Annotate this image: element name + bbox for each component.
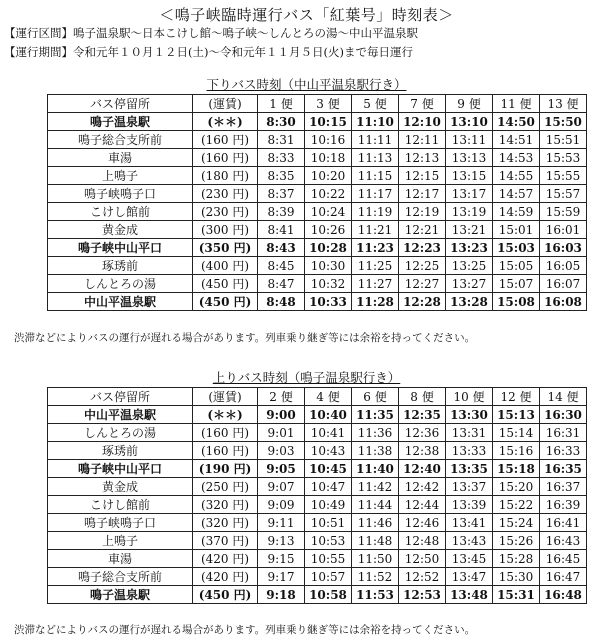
time-cell: 14:57 xyxy=(493,185,540,203)
time-cell: 16:41 xyxy=(540,514,587,532)
time-cell: 9:18 xyxy=(258,586,305,604)
time-cell: 14:50 xyxy=(493,113,540,131)
time-cell: 15:20 xyxy=(493,478,540,496)
time-cell: 10:47 xyxy=(305,478,352,496)
fare-cell: (160 円) xyxy=(193,131,258,149)
down-header-cell: 9 便 xyxy=(446,95,493,113)
time-cell: 10:18 xyxy=(305,149,352,167)
stop-name: 車湯 xyxy=(48,149,193,167)
time-cell: 13:27 xyxy=(446,275,493,293)
fare-cell: (300 円) xyxy=(193,221,258,239)
time-cell: 10:26 xyxy=(305,221,352,239)
time-cell: 12:23 xyxy=(399,239,446,257)
time-cell: 8:48 xyxy=(258,293,305,311)
time-cell: 14:59 xyxy=(493,203,540,221)
time-cell: 13:23 xyxy=(446,239,493,257)
time-cell: 12:11 xyxy=(399,131,446,149)
fare-cell: (160 円) xyxy=(193,149,258,167)
time-cell: 14:53 xyxy=(493,149,540,167)
time-cell: 12:52 xyxy=(399,568,446,586)
time-cell: 16:07 xyxy=(540,275,587,293)
down-section-title: 下りバス時刻（中山平温泉駅行き） xyxy=(206,77,407,92)
time-cell: 9:15 xyxy=(258,550,305,568)
time-cell: 13:35 xyxy=(446,460,493,478)
time-cell: 12:50 xyxy=(399,550,446,568)
time-cell: 10:24 xyxy=(305,203,352,221)
time-cell: 11:28 xyxy=(352,293,399,311)
time-cell: 11:52 xyxy=(352,568,399,586)
time-cell: 16:43 xyxy=(540,532,587,550)
fare-cell: (＊＊) xyxy=(193,406,258,424)
time-cell: 12:42 xyxy=(399,478,446,496)
time-cell: 10:20 xyxy=(305,167,352,185)
stop-name: 鳴子温泉駅 xyxy=(48,586,193,604)
time-cell: 12:35 xyxy=(399,406,446,424)
time-cell: 11:10 xyxy=(352,113,399,131)
fare-cell: (320 円) xyxy=(193,514,258,532)
time-cell: 10:40 xyxy=(305,406,352,424)
time-cell: 16:35 xyxy=(540,460,587,478)
time-cell: 11:44 xyxy=(352,496,399,514)
time-cell: 11:46 xyxy=(352,514,399,532)
table-row xyxy=(48,586,587,604)
up-header-row xyxy=(48,388,587,406)
fare-cell: (250 円) xyxy=(193,478,258,496)
time-cell: 9:00 xyxy=(258,406,305,424)
time-cell: 12:15 xyxy=(399,167,446,185)
time-cell: 16:48 xyxy=(540,586,587,604)
time-cell: 12:21 xyxy=(399,221,446,239)
fare-cell: (350 円) xyxy=(193,239,258,257)
time-cell: 15:14 xyxy=(493,424,540,442)
time-cell: 10:30 xyxy=(305,257,352,275)
stop-name: こけし館前 xyxy=(48,203,193,221)
table-row xyxy=(48,478,587,496)
time-cell: 16:30 xyxy=(540,406,587,424)
time-cell: 15:53 xyxy=(540,149,587,167)
down-note: 渋滞などによりバスの運行が遅れる場合があります。列車乗り継ぎ等には余裕を持ってください。 xyxy=(14,332,476,344)
time-cell: 8:33 xyxy=(258,149,305,167)
time-cell: 16:01 xyxy=(540,221,587,239)
fare-cell: (450 円) xyxy=(193,586,258,604)
stop-name: こけし館前 xyxy=(48,496,193,514)
time-cell: 12:38 xyxy=(399,442,446,460)
time-cell: 15:07 xyxy=(493,275,540,293)
down-header-cell: 13 便 xyxy=(540,95,587,113)
page-title: ＜鳴子峡臨時運行バス「紅葉号」時刻表＞ xyxy=(159,6,454,24)
stop-name: 鳴子総合支所前 xyxy=(48,131,193,149)
time-cell: 10:53 xyxy=(305,532,352,550)
time-cell: 16:31 xyxy=(540,424,587,442)
time-cell: 13:11 xyxy=(446,131,493,149)
time-cell: 12:27 xyxy=(399,275,446,293)
fare-cell: (400 円) xyxy=(193,257,258,275)
table-row xyxy=(48,568,587,586)
time-cell: 10:57 xyxy=(305,568,352,586)
table-row xyxy=(48,460,587,478)
time-cell: 8:45 xyxy=(258,257,305,275)
table-row xyxy=(48,257,587,275)
time-cell: 15:22 xyxy=(493,496,540,514)
time-cell: 10:22 xyxy=(305,185,352,203)
time-cell: 11:25 xyxy=(352,257,399,275)
stop-name: しんとろの湯 xyxy=(48,424,193,442)
table-row xyxy=(48,442,587,460)
fare-cell: (230 円) xyxy=(193,185,258,203)
time-cell: 15:03 xyxy=(493,239,540,257)
fare-cell: (370 円) xyxy=(193,532,258,550)
time-cell: 9:11 xyxy=(258,514,305,532)
time-cell: 13:43 xyxy=(446,532,493,550)
time-cell: 10:55 xyxy=(305,550,352,568)
time-cell: 16:05 xyxy=(540,257,587,275)
time-cell: 9:13 xyxy=(258,532,305,550)
time-cell: 9:09 xyxy=(258,496,305,514)
time-cell: 13:33 xyxy=(446,442,493,460)
time-cell: 8:47 xyxy=(258,275,305,293)
table-row xyxy=(48,239,587,257)
time-cell: 15:51 xyxy=(540,131,587,149)
time-cell: 15:24 xyxy=(493,514,540,532)
fare-cell: (160 円) xyxy=(193,424,258,442)
time-cell: 13:30 xyxy=(446,406,493,424)
down-timetable xyxy=(47,94,587,311)
time-cell: 11:35 xyxy=(352,406,399,424)
time-cell: 12:36 xyxy=(399,424,446,442)
up-header-cell: 6 便 xyxy=(352,388,399,406)
stop-name: 鳴子峡鳴子口 xyxy=(48,514,193,532)
fare-cell: (180 円) xyxy=(193,167,258,185)
time-cell: 12:44 xyxy=(399,496,446,514)
table-row xyxy=(48,532,587,550)
time-cell: 8:31 xyxy=(258,131,305,149)
time-cell: 10:45 xyxy=(305,460,352,478)
stop-name: 鳴子温泉駅 xyxy=(48,113,193,131)
stop-name: 中山平温泉駅 xyxy=(48,293,193,311)
time-cell: 15:28 xyxy=(493,550,540,568)
time-cell: 12:25 xyxy=(399,257,446,275)
time-cell: 15:57 xyxy=(540,185,587,203)
time-cell: 13:45 xyxy=(446,550,493,568)
time-cell: 12:28 xyxy=(399,293,446,311)
fare-cell: (320 円) xyxy=(193,496,258,514)
time-cell: 11:23 xyxy=(352,239,399,257)
route-label: 【運行区間】 xyxy=(4,26,73,40)
period-label: 【運行期間】 xyxy=(4,45,73,59)
time-cell: 12:53 xyxy=(399,586,446,604)
time-cell: 9:07 xyxy=(258,478,305,496)
time-cell: 16:08 xyxy=(540,293,587,311)
time-cell: 9:05 xyxy=(258,460,305,478)
time-cell: 15:13 xyxy=(493,406,540,424)
fare-cell: (420 円) xyxy=(193,568,258,586)
time-cell: 12:17 xyxy=(399,185,446,203)
table-row xyxy=(48,406,587,424)
fare-cell: (230 円) xyxy=(193,203,258,221)
stop-name: 鳴子峡中山平口 xyxy=(48,460,193,478)
time-cell: 13:28 xyxy=(446,293,493,311)
fare-cell: (190 円) xyxy=(193,460,258,478)
time-cell: 8:43 xyxy=(258,239,305,257)
table-row xyxy=(48,167,587,185)
time-cell: 11:50 xyxy=(352,550,399,568)
up-header-cell: 8 便 xyxy=(399,388,446,406)
time-cell: 13:21 xyxy=(446,221,493,239)
period-text: 令和元年１０月１２日(土)〜令和元年１１月５日(火)まで毎日運行 xyxy=(73,45,413,59)
stop-name: 上鳴子 xyxy=(48,532,193,550)
stop-name: 鳴子峡鳴子口 xyxy=(48,185,193,203)
time-cell: 15:30 xyxy=(493,568,540,586)
time-cell: 13:31 xyxy=(446,424,493,442)
stop-name: 琢琇前 xyxy=(48,442,193,460)
fare-cell: (160 円) xyxy=(193,442,258,460)
stop-name: 黄金成 xyxy=(48,478,193,496)
route-info xyxy=(4,25,418,41)
time-cell: 9:03 xyxy=(258,442,305,460)
time-cell: 13:25 xyxy=(446,257,493,275)
time-cell: 15:59 xyxy=(540,203,587,221)
time-cell: 16:37 xyxy=(540,478,587,496)
down-header-cell: 3 便 xyxy=(305,95,352,113)
time-cell: 9:01 xyxy=(258,424,305,442)
time-cell: 12:19 xyxy=(399,203,446,221)
up-header-cell: 2 便 xyxy=(258,388,305,406)
stop-name: 鳴子峡中山平口 xyxy=(48,239,193,257)
time-cell: 12:10 xyxy=(399,113,446,131)
time-cell: 10:41 xyxy=(305,424,352,442)
time-cell: 11:21 xyxy=(352,221,399,239)
time-cell: 11:27 xyxy=(352,275,399,293)
time-cell: 11:13 xyxy=(352,149,399,167)
down-header-cell: 7 便 xyxy=(399,95,446,113)
time-cell: 11:42 xyxy=(352,478,399,496)
time-cell: 8:30 xyxy=(258,113,305,131)
stop-name: 鳴子総合支所前 xyxy=(48,568,193,586)
route-text: 鳴子温泉駅〜日本こけし館〜鳴子峡〜しんとろの湯〜中山平温泉駅 xyxy=(73,26,418,40)
up-header-cell: 10 便 xyxy=(446,388,493,406)
table-row xyxy=(48,149,587,167)
time-cell: 15:05 xyxy=(493,257,540,275)
up-header-cell: 14 便 xyxy=(540,388,587,406)
time-cell: 10:16 xyxy=(305,131,352,149)
down-header-cell: 11 便 xyxy=(493,95,540,113)
time-cell: 12:40 xyxy=(399,460,446,478)
table-row xyxy=(48,203,587,221)
table-row xyxy=(48,550,587,568)
time-cell: 11:48 xyxy=(352,532,399,550)
time-cell: 10:58 xyxy=(305,586,352,604)
stop-name: しんとろの湯 xyxy=(48,275,193,293)
time-cell: 15:16 xyxy=(493,442,540,460)
period-info xyxy=(4,44,413,60)
stop-name: 黄金成 xyxy=(48,221,193,239)
time-cell: 11:17 xyxy=(352,185,399,203)
time-cell: 10:51 xyxy=(305,514,352,532)
time-cell: 16:33 xyxy=(540,442,587,460)
time-cell: 15:55 xyxy=(540,167,587,185)
up-section-title: 上りバス時刻（鳴子温泉駅行き） xyxy=(212,370,401,385)
time-cell: 8:41 xyxy=(258,221,305,239)
table-row xyxy=(48,131,587,149)
table-row xyxy=(48,514,587,532)
time-cell: 11:15 xyxy=(352,167,399,185)
up-timetable xyxy=(47,387,587,604)
time-cell: 12:13 xyxy=(399,149,446,167)
time-cell: 13:37 xyxy=(446,478,493,496)
time-cell: 13:39 xyxy=(446,496,493,514)
time-cell: 10:28 xyxy=(305,239,352,257)
time-cell: 11:19 xyxy=(352,203,399,221)
time-cell: 16:39 xyxy=(540,496,587,514)
up-header-cell: 12 便 xyxy=(493,388,540,406)
time-cell: 11:11 xyxy=(352,131,399,149)
down-header-cell: 5 便 xyxy=(352,95,399,113)
time-cell: 15:26 xyxy=(493,532,540,550)
table-row xyxy=(48,113,587,131)
time-cell: 13:19 xyxy=(446,203,493,221)
table-row xyxy=(48,496,587,514)
time-cell: 8:35 xyxy=(258,167,305,185)
time-cell: 10:15 xyxy=(305,113,352,131)
time-cell: 13:41 xyxy=(446,514,493,532)
time-cell: 11:53 xyxy=(352,586,399,604)
time-cell: 13:10 xyxy=(446,113,493,131)
fare-cell: (420 円) xyxy=(193,550,258,568)
down-header-cell: (運賃) xyxy=(193,95,258,113)
time-cell: 10:43 xyxy=(305,442,352,460)
time-cell: 11:40 xyxy=(352,460,399,478)
stop-name: 琢琇前 xyxy=(48,257,193,275)
time-cell: 8:39 xyxy=(258,203,305,221)
down-header-cell: 1 便 xyxy=(258,95,305,113)
stop-name: 中山平温泉駅 xyxy=(48,406,193,424)
time-cell: 8:37 xyxy=(258,185,305,203)
fare-cell: (450 円) xyxy=(193,293,258,311)
down-header-row xyxy=(48,95,587,113)
time-cell: 14:51 xyxy=(493,131,540,149)
time-cell: 11:38 xyxy=(352,442,399,460)
time-cell: 10:49 xyxy=(305,496,352,514)
time-cell: 16:45 xyxy=(540,550,587,568)
time-cell: 13:17 xyxy=(446,185,493,203)
table-row xyxy=(48,424,587,442)
table-row xyxy=(48,185,587,203)
time-cell: 15:50 xyxy=(540,113,587,131)
up-header-cell: 4 便 xyxy=(305,388,352,406)
time-cell: 14:55 xyxy=(493,167,540,185)
down-header-cell: バス停留所 xyxy=(48,95,193,113)
time-cell: 10:32 xyxy=(305,275,352,293)
stop-name: 上鳴子 xyxy=(48,167,193,185)
time-cell: 11:36 xyxy=(352,424,399,442)
time-cell: 13:15 xyxy=(446,167,493,185)
up-note: 渋滞などによりバスの運行が遅れる場合があります。列車乗り継ぎ等には余裕を持ってください。 xyxy=(14,624,476,636)
time-cell: 16:47 xyxy=(540,568,587,586)
time-cell: 9:17 xyxy=(258,568,305,586)
time-cell: 12:46 xyxy=(399,514,446,532)
table-row xyxy=(48,221,587,239)
time-cell: 10:33 xyxy=(305,293,352,311)
fare-cell: (＊＊) xyxy=(193,113,258,131)
time-cell: 15:31 xyxy=(493,586,540,604)
time-cell: 13:47 xyxy=(446,568,493,586)
up-header-cell: (運賃) xyxy=(193,388,258,406)
time-cell: 13:48 xyxy=(446,586,493,604)
table-row xyxy=(48,275,587,293)
time-cell: 15:18 xyxy=(493,460,540,478)
fare-cell: (450 円) xyxy=(193,275,258,293)
stop-name: 車湯 xyxy=(48,550,193,568)
time-cell: 13:13 xyxy=(446,149,493,167)
time-cell: 15:08 xyxy=(493,293,540,311)
table-row xyxy=(48,293,587,311)
time-cell: 15:01 xyxy=(493,221,540,239)
up-header-cell: バス停留所 xyxy=(48,388,193,406)
time-cell: 12:48 xyxy=(399,532,446,550)
time-cell: 16:03 xyxy=(540,239,587,257)
